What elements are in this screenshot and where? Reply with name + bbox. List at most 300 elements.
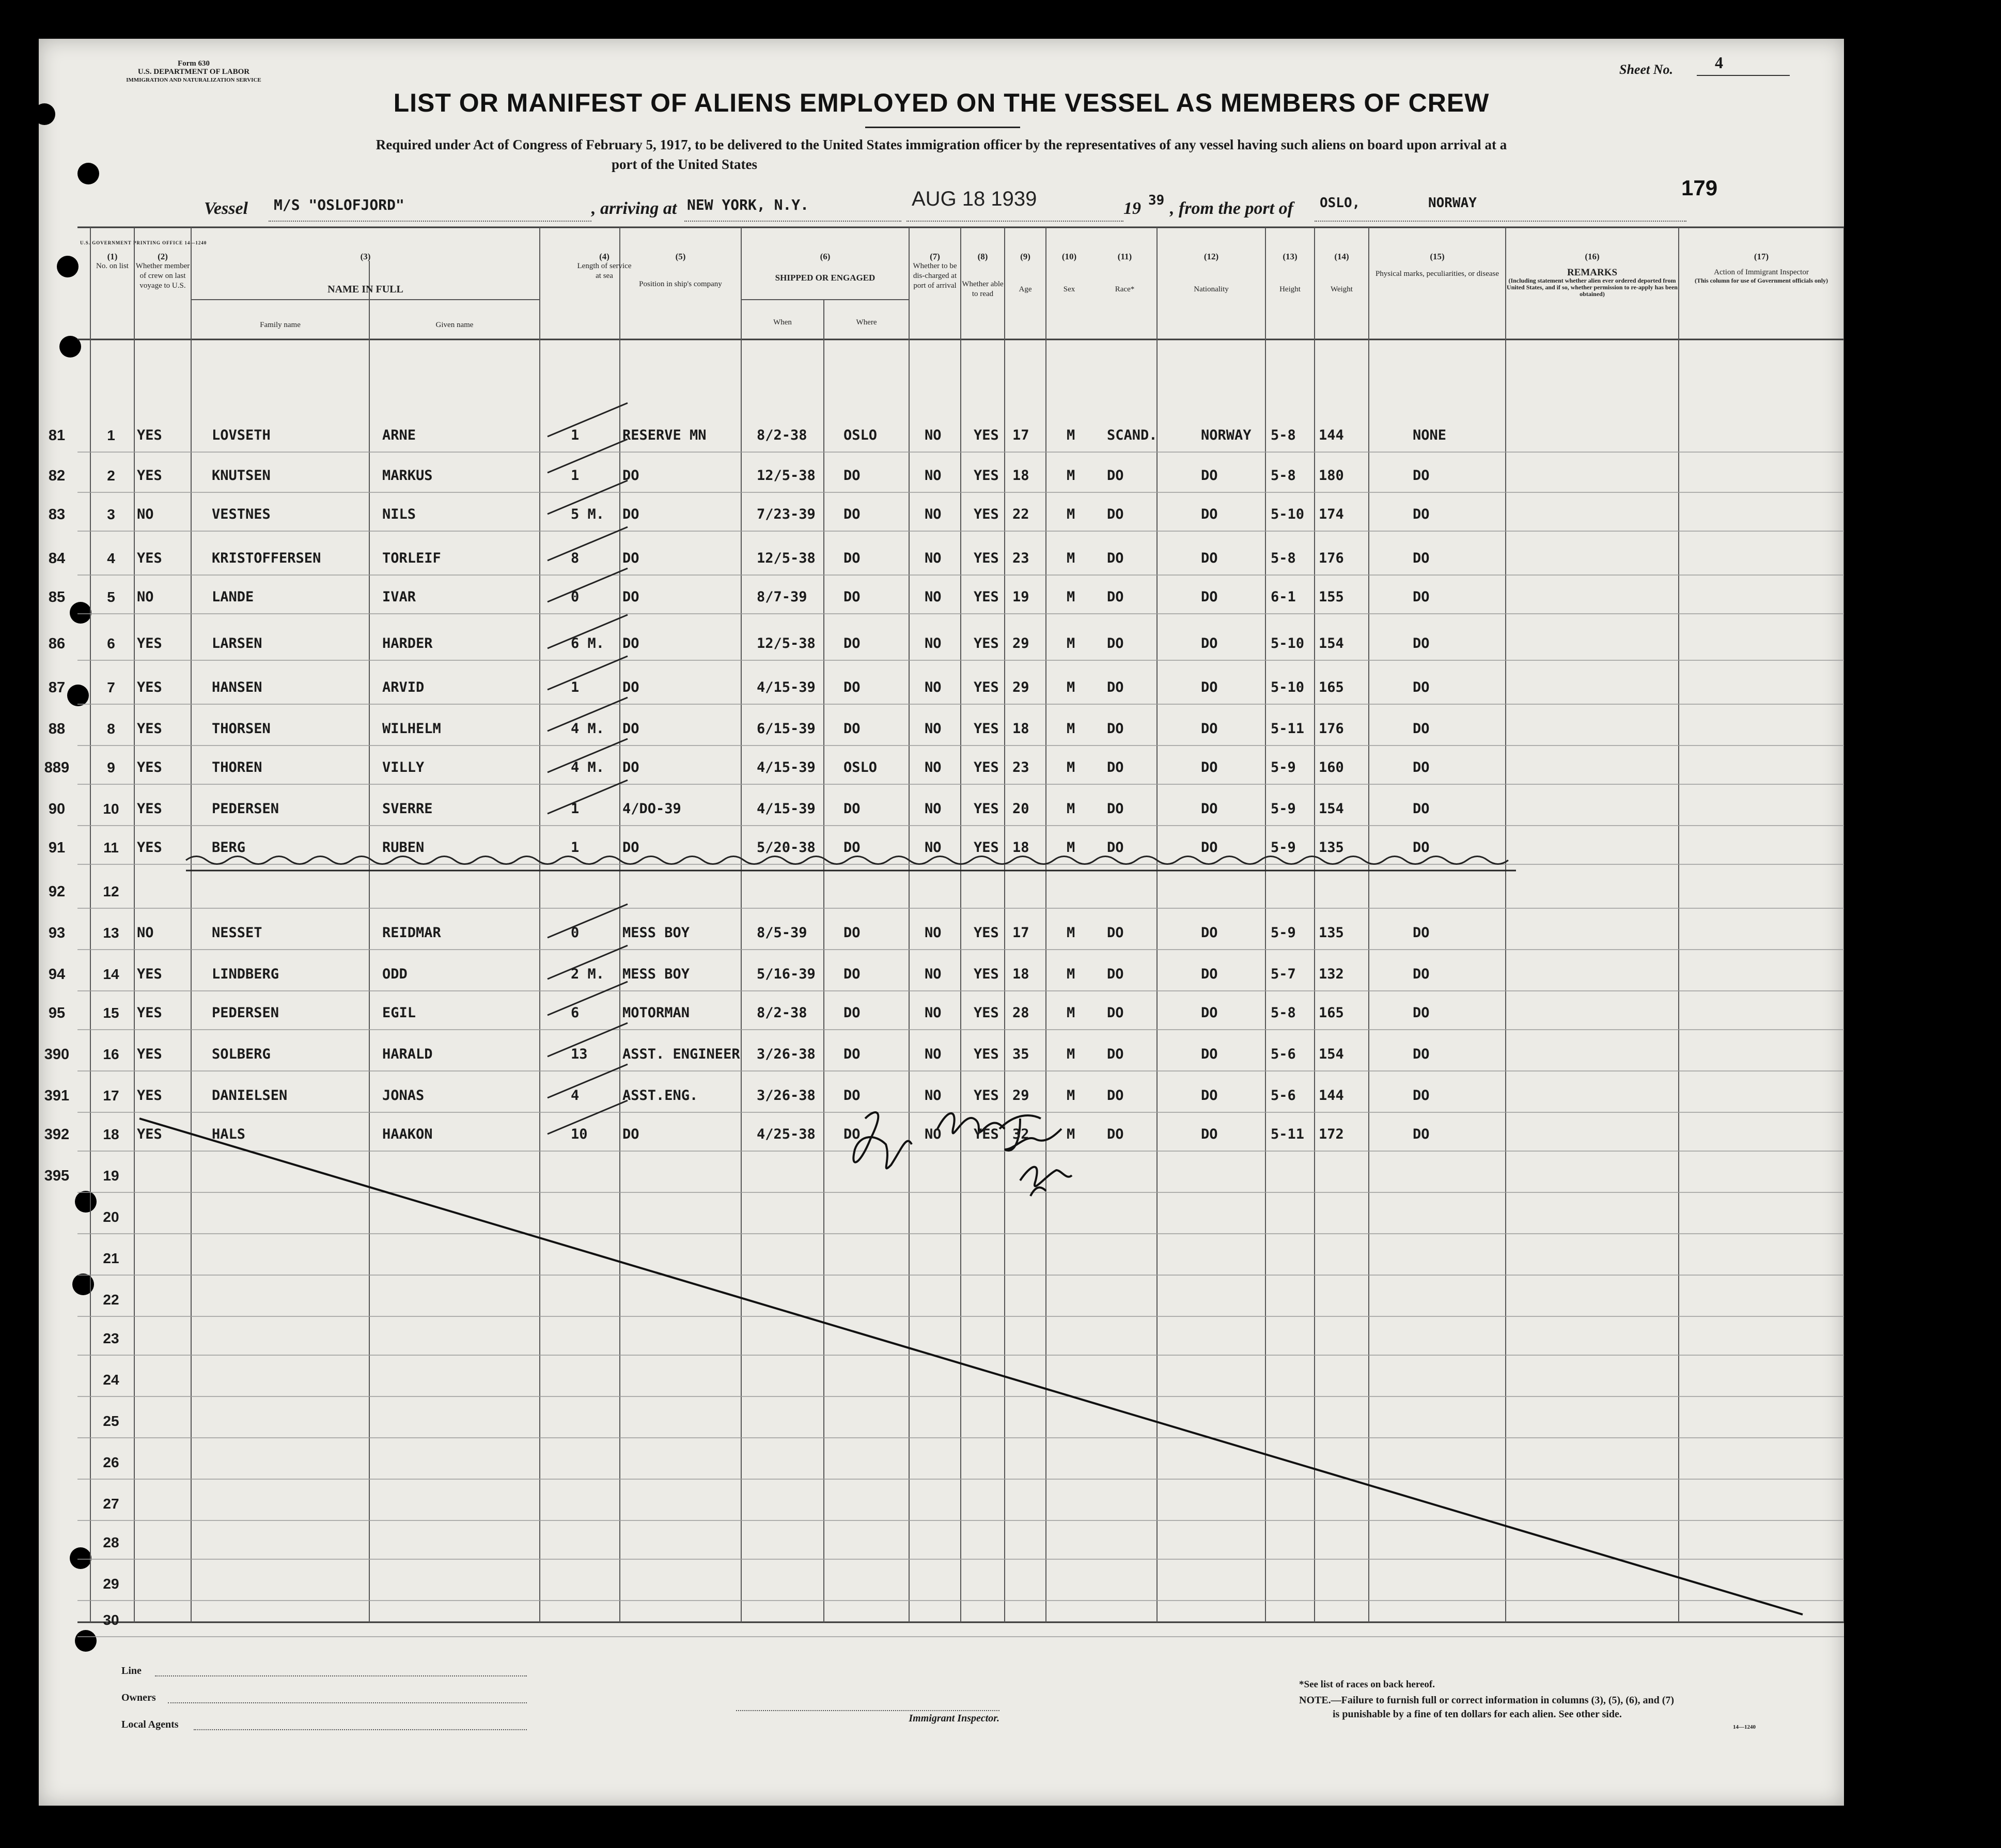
cell-prev-voyage: NO <box>137 925 154 941</box>
row-list-number: 2 <box>107 468 115 484</box>
row-list-number: 21 <box>103 1250 119 1266</box>
row-side-number: 87 <box>48 679 66 696</box>
col-header-where: Where <box>856 318 877 327</box>
cell-position: DO <box>622 635 639 651</box>
cell-age: 29 <box>1012 679 1029 695</box>
cell-weight: 135 <box>1319 925 1344 941</box>
cell-given-name: WILHELM <box>382 721 441 737</box>
cell-race: SCAND. <box>1107 427 1158 443</box>
cell-position: RESERVE MN <box>622 427 707 443</box>
cell-family-name: NESSET <box>212 925 262 941</box>
cell-physical-marks: DO <box>1413 635 1430 651</box>
row-side-number: 84 <box>48 550 66 567</box>
cell-sex: M <box>1067 840 1075 856</box>
footnote-fine-2: is punishable by a fine of ten dollars for each alien. See other side. <box>1333 1709 1622 1720</box>
row-list-number: 11 <box>103 840 119 856</box>
cell-given-name: TORLEIF <box>382 550 441 566</box>
cell-given-name: REIDMAR <box>382 925 441 941</box>
cell-weight: 165 <box>1319 1005 1344 1021</box>
row-side-number: 395 <box>44 1168 70 1184</box>
cell-position: DO <box>622 679 639 695</box>
arriving-port: NEW YORK, N.Y. <box>687 196 809 213</box>
cell-weight: 144 <box>1319 1088 1344 1104</box>
cell-shipped-where: DO <box>843 1005 861 1021</box>
cell-sex: M <box>1067 1046 1075 1062</box>
cell-discharged: NO <box>925 427 942 443</box>
cell-prev-voyage: YES <box>137 635 162 651</box>
cell-given-name: ARVID <box>382 679 425 695</box>
footer-line-field[interactable] <box>155 1675 527 1676</box>
col-header-13: (13) Height <box>1279 252 1301 293</box>
cell-service-length: 2 M. <box>571 966 605 982</box>
cell-age: 18 <box>1012 721 1029 737</box>
cell-discharged: NO <box>925 801 942 817</box>
department: U.S. DEPARTMENT OF LABOR <box>137 68 250 76</box>
sheet-number: 4 <box>1715 53 1723 72</box>
footer-agents-field[interactable] <box>194 1729 527 1730</box>
vessel-name: M/S "OSLOFJORD" <box>274 196 404 213</box>
cell-height: 5-8 <box>1271 427 1296 443</box>
cell-sex: M <box>1067 635 1075 651</box>
cell-weight: 165 <box>1319 679 1344 695</box>
printing-office: U.S. GOVERNMENT PRINTING OFFICE 14—1240 <box>80 240 207 245</box>
row-list-number: 16 <box>103 1046 119 1062</box>
cell-height: 5-9 <box>1271 801 1296 817</box>
row-list-number: 15 <box>103 1005 119 1021</box>
cell-height: 5-8 <box>1271 468 1296 484</box>
cell-discharged: NO <box>925 925 942 941</box>
cell-physical-marks: DO <box>1413 589 1430 605</box>
cell-weight: 160 <box>1319 759 1344 775</box>
cell-physical-marks: DO <box>1413 1126 1430 1142</box>
row-side-number: 391 <box>44 1088 70 1104</box>
cell-weight: 176 <box>1319 721 1344 737</box>
cell-nationality: DO <box>1201 679 1218 695</box>
cell-height: 5-10 <box>1271 635 1305 651</box>
row-list-number: 20 <box>103 1209 119 1225</box>
cell-service-length: 0 <box>571 925 580 941</box>
cell-height: 5-6 <box>1271 1046 1296 1062</box>
cell-given-name: RUBEN <box>382 840 425 856</box>
row-side-number: 392 <box>44 1126 70 1143</box>
cell-race: DO <box>1107 966 1124 982</box>
row-list-number: 7 <box>107 679 115 695</box>
year-prefix: 19 <box>1123 199 1141 218</box>
cell-service-length: 1 <box>571 840 580 856</box>
cell-able-to-read: YES <box>974 966 999 982</box>
cell-shipped-when: 4/15-39 <box>757 759 816 775</box>
cell-shipped-where: OSLO <box>843 427 878 443</box>
cell-age: 18 <box>1012 966 1029 982</box>
cell-sex: M <box>1067 1005 1075 1021</box>
cell-service-length: 4 <box>571 1088 580 1104</box>
cell-sex: M <box>1067 550 1075 566</box>
wavy-strike-line <box>186 857 1508 864</box>
row-side-number: 83 <box>48 506 66 523</box>
cell-discharged: NO <box>925 966 942 982</box>
row-side-number: 81 <box>48 427 66 444</box>
cell-physical-marks: DO <box>1413 679 1430 695</box>
cell-physical-marks: DO <box>1413 721 1430 737</box>
cell-shipped-where: DO <box>843 966 861 982</box>
cell-given-name: SVERRE <box>382 801 433 817</box>
cell-physical-marks: DO <box>1413 925 1430 941</box>
cell-shipped-where: DO <box>843 589 861 605</box>
cell-weight: 180 <box>1319 468 1344 484</box>
cell-nationality: NORWAY <box>1201 427 1252 443</box>
row-side-number: 95 <box>48 1005 66 1021</box>
cell-shipped-when: 6/15-39 <box>757 721 816 737</box>
cell-weight: 176 <box>1319 550 1344 566</box>
cell-shipped-when: 12/5-38 <box>757 635 816 651</box>
from-port-label: , from the port of <box>1170 199 1293 218</box>
cell-physical-marks: DO <box>1413 506 1430 522</box>
cell-shipped-where: DO <box>843 506 861 522</box>
cell-weight: 144 <box>1319 427 1344 443</box>
cell-age: 17 <box>1012 925 1029 941</box>
form-number: Form 630 <box>177 59 210 68</box>
subtitle-line2: port of the United States <box>612 157 757 172</box>
cell-discharged: NO <box>925 721 942 737</box>
cell-shipped-where: DO <box>843 721 861 737</box>
cell-height: 5-7 <box>1271 966 1296 982</box>
cell-discharged: NO <box>925 589 942 605</box>
col-header-9: (9) Age <box>1019 252 1032 293</box>
row-list-number: 17 <box>103 1088 119 1104</box>
cell-nationality: DO <box>1201 550 1218 566</box>
cell-discharged: NO <box>925 1046 942 1062</box>
cell-race: DO <box>1107 1046 1124 1062</box>
cell-able-to-read: YES <box>974 1126 999 1142</box>
footnote-races: *See list of races on back hereof. <box>1299 1679 1435 1690</box>
col-header-15: (15) Physical marks, peculiarities, or disease <box>1375 252 1499 278</box>
cell-discharged: NO <box>925 1005 942 1021</box>
col-header-4: (4) Length of service at sea <box>577 252 632 280</box>
cell-physical-marks: NONE <box>1413 427 1447 443</box>
cell-age: 29 <box>1012 1088 1029 1104</box>
cell-service-length: 1 <box>571 801 580 817</box>
cell-physical-marks: DO <box>1413 1088 1430 1104</box>
vessel-label: Vessel <box>204 199 248 218</box>
cell-service-length: 6 M. <box>571 635 605 651</box>
cell-service-length: 4 M. <box>571 759 605 775</box>
row-side-number: 91 <box>48 840 66 856</box>
col-header-1: (1) No. on list <box>96 252 129 270</box>
cell-discharged: NO <box>925 468 942 484</box>
cell-given-name: HAAKON <box>382 1126 433 1142</box>
cell-prev-voyage: YES <box>137 1088 162 1104</box>
cell-able-to-read: YES <box>974 1088 999 1104</box>
cell-shipped-when: 8/5-39 <box>757 925 807 941</box>
cell-able-to-read: YES <box>974 1046 999 1062</box>
cell-given-name: HARDER <box>382 635 433 651</box>
cell-family-name: HALS <box>212 1126 246 1142</box>
row-list-number: 28 <box>103 1534 119 1550</box>
cell-age: 18 <box>1012 840 1029 856</box>
cell-able-to-read: YES <box>974 550 999 566</box>
row-side-number: 86 <box>48 635 66 652</box>
cell-weight: 154 <box>1319 801 1344 817</box>
cell-sex: M <box>1067 925 1075 941</box>
year: 39 <box>1148 193 1165 208</box>
cell-discharged: NO <box>925 550 942 566</box>
row-side-number: 92 <box>48 883 66 900</box>
cell-race: DO <box>1107 506 1124 522</box>
cell-position: MESS BOY <box>622 966 690 982</box>
cell-service-length: 5 M. <box>571 506 605 522</box>
cell-position: MESS BOY <box>622 925 690 941</box>
cell-family-name: LINDBERG <box>212 966 279 982</box>
col-header-8: (8) Whether able to read <box>962 252 1004 298</box>
cell-age: 19 <box>1012 589 1029 605</box>
cell-family-name: KRISTOFFERSEN <box>212 550 321 566</box>
row-list-number: 30 <box>103 1612 119 1628</box>
cell-height: 5-11 <box>1271 721 1305 737</box>
cell-nationality: DO <box>1201 759 1218 775</box>
cell-sex: M <box>1067 1088 1075 1104</box>
cell-shipped-when: 4/15-39 <box>757 801 816 817</box>
cell-race: DO <box>1107 840 1124 856</box>
cell-physical-marks: DO <box>1413 801 1430 817</box>
cell-service-length: 13 <box>571 1046 588 1062</box>
cell-shipped-when: 8/7-39 <box>757 589 807 605</box>
cell-family-name: HANSEN <box>212 679 262 695</box>
row-list-number: 6 <box>107 635 115 651</box>
row-list-number: 27 <box>103 1496 119 1512</box>
cell-sex: M <box>1067 468 1075 484</box>
cell-weight: 172 <box>1319 1126 1344 1142</box>
col-header-6: (6) SHIPPED OR ENGAGED <box>775 252 876 283</box>
cell-shipped-when: 3/26-38 <box>757 1088 816 1104</box>
cell-position: MOTORMAN <box>622 1005 690 1021</box>
cell-sex: M <box>1067 721 1075 737</box>
cell-height: 5-11 <box>1271 1126 1305 1142</box>
cell-height: 5-9 <box>1271 925 1296 941</box>
cell-discharged: NO <box>925 759 942 775</box>
cell-physical-marks: DO <box>1413 468 1430 484</box>
cell-shipped-where: DO <box>843 468 861 484</box>
cell-able-to-read: YES <box>974 721 999 737</box>
col-header-16: (16) REMARKS (Including statement whether alien ever ordered deported from United States, and if so, whether permission to re-apply has been obtained) <box>1507 252 1678 298</box>
cell-service-length: 4 M. <box>571 721 605 737</box>
cell-able-to-read: YES <box>974 840 999 856</box>
row-side-number: 94 <box>48 966 66 983</box>
cell-family-name: THOREN <box>212 759 262 775</box>
row-list-number: 12 <box>103 883 119 899</box>
cell-prev-voyage: YES <box>137 427 162 443</box>
cell-able-to-read: YES <box>974 635 999 651</box>
cell-prev-voyage: YES <box>137 1046 162 1062</box>
col-header-family-name: Family name <box>260 321 301 329</box>
cell-shipped-when: 4/25-38 <box>757 1126 816 1142</box>
cell-family-name: THORSEN <box>212 721 271 737</box>
cell-able-to-read: YES <box>974 468 999 484</box>
cell-shipped-when: 7/23-39 <box>757 506 816 522</box>
row-list-number: 8 <box>107 721 115 737</box>
cell-prev-voyage: NO <box>137 506 154 522</box>
cell-height: 5-9 <box>1271 840 1296 856</box>
row-side-number: 85 <box>48 589 66 605</box>
cell-nationality: DO <box>1201 468 1218 484</box>
cell-shipped-where: OSLO <box>843 759 878 775</box>
cell-weight: 154 <box>1319 635 1344 651</box>
cell-prev-voyage: YES <box>137 966 162 982</box>
cell-able-to-read: YES <box>974 1005 999 1021</box>
cell-position: DO <box>622 589 639 605</box>
cell-able-to-read: YES <box>974 589 999 605</box>
cell-race: DO <box>1107 1005 1124 1021</box>
row-side-number: 889 <box>44 759 70 776</box>
row-list-number: 22 <box>103 1292 119 1308</box>
row-list-number: 24 <box>103 1372 119 1388</box>
row-list-number: 29 <box>103 1576 119 1592</box>
row-list-number: 23 <box>103 1330 119 1346</box>
cell-sex: M <box>1067 427 1075 443</box>
cell-height: 6-1 <box>1271 589 1296 605</box>
cell-position: DO <box>622 721 639 737</box>
cell-nationality: DO <box>1201 589 1218 605</box>
inspector-label: Immigrant Inspector. <box>909 1713 999 1724</box>
cell-able-to-read: YES <box>974 427 999 443</box>
cell-race: DO <box>1107 801 1124 817</box>
cell-physical-marks: DO <box>1413 759 1430 775</box>
footer-owners-label: Owners <box>121 1692 156 1703</box>
table-grid <box>39 39 1844 1806</box>
cell-able-to-read: YES <box>974 801 999 817</box>
cell-age: 35 <box>1012 1046 1029 1062</box>
cell-given-name: HARALD <box>382 1046 433 1062</box>
row-list-number: 25 <box>103 1413 119 1429</box>
col-header-12: (12) Nationality <box>1194 252 1229 293</box>
cell-nationality: DO <box>1201 801 1218 817</box>
cell-weight: 135 <box>1319 840 1344 856</box>
cell-race: DO <box>1107 1126 1124 1142</box>
cell-shipped-where: DO <box>843 925 861 941</box>
cell-family-name: BERG <box>212 840 246 856</box>
cell-prev-voyage: YES <box>137 468 162 484</box>
cell-position: DO <box>622 759 639 775</box>
cell-nationality: DO <box>1201 966 1218 982</box>
cell-able-to-read: YES <box>974 759 999 775</box>
cell-race: DO <box>1107 1088 1124 1104</box>
cell-shipped-when: 5/16-39 <box>757 966 816 982</box>
cell-shipped-when: 8/2-38 <box>757 427 807 443</box>
cell-able-to-read: YES <box>974 506 999 522</box>
cell-position: DO <box>622 506 639 522</box>
cell-physical-marks: DO <box>1413 550 1430 566</box>
cell-position: DO <box>622 468 639 484</box>
col-header-3: (3) NAME IN FULL <box>327 252 403 295</box>
col-header-11: (11) Race* <box>1115 252 1135 293</box>
cell-race: DO <box>1107 635 1124 651</box>
page-title: LIST OR MANIFEST OF ALIENS EMPLOYED ON THE VESSEL AS MEMBERS OF CREW <box>393 88 1490 117</box>
col-header-10: (10) Sex <box>1061 252 1077 293</box>
cell-discharged: NO <box>925 679 942 695</box>
cell-height: 5-6 <box>1271 1088 1296 1104</box>
cell-shipped-where: DO <box>843 679 861 695</box>
cell-shipped-where: DO <box>843 801 861 817</box>
cell-shipped-where: DO <box>843 635 861 651</box>
cell-shipped-when: 4/15-39 <box>757 679 816 695</box>
footer-line-label: Line <box>121 1665 142 1676</box>
manifest-sheet <box>39 39 1844 1806</box>
cell-discharged: NO <box>925 506 942 522</box>
cell-position: DO <box>622 840 639 856</box>
row-list-number: 1 <box>107 427 115 443</box>
cell-service-length: 1 <box>571 427 580 443</box>
row-list-number: 19 <box>103 1168 119 1184</box>
cell-discharged: NO <box>925 840 942 856</box>
cell-age: 28 <box>1012 1005 1029 1021</box>
row-list-number: 18 <box>103 1126 119 1142</box>
cell-discharged: NO <box>925 635 942 651</box>
cell-shipped-when: 12/5-38 <box>757 550 816 566</box>
cell-able-to-read: YES <box>974 679 999 695</box>
sheet-label: Sheet No. <box>1619 62 1673 77</box>
cell-height: 5-8 <box>1271 550 1296 566</box>
cell-sex: M <box>1067 801 1075 817</box>
subtitle-line1: Required under Act of Congress of February 5, 1917, to be delivered to the United States immigration officer by the representatives of any vessel having such aliens on board upon arrival at a <box>376 137 1507 152</box>
cell-service-length: 1 <box>571 679 580 695</box>
cell-shipped-when: 12/5-38 <box>757 468 816 484</box>
cell-shipped-when: 3/26-38 <box>757 1046 816 1062</box>
from-country: NORWAY <box>1428 195 1477 211</box>
cell-shipped-when: 5/20-38 <box>757 840 816 856</box>
cell-shipped-where: DO <box>843 1126 861 1142</box>
cell-age: 32 <box>1012 1126 1029 1142</box>
cell-given-name: ODD <box>382 966 408 982</box>
cell-race: DO <box>1107 468 1124 484</box>
cell-race: DO <box>1107 721 1124 737</box>
cell-prev-voyage: YES <box>137 721 162 737</box>
cell-shipped-where: DO <box>843 840 861 856</box>
cell-sex: M <box>1067 506 1075 522</box>
cell-weight: 132 <box>1319 966 1344 982</box>
cell-prev-voyage: YES <box>137 679 162 695</box>
cell-position: DO <box>622 1126 639 1142</box>
cell-prev-voyage: NO <box>137 589 154 605</box>
row-list-number: 14 <box>103 966 119 982</box>
col-header-when: When <box>773 318 792 327</box>
cell-position: ASST.ENG. <box>622 1088 698 1104</box>
cell-race: DO <box>1107 550 1124 566</box>
footer-code: 14—1240 <box>1733 1724 1756 1730</box>
cell-sex: M <box>1067 966 1075 982</box>
cell-physical-marks: DO <box>1413 840 1430 856</box>
cell-nationality: DO <box>1201 1046 1218 1062</box>
inspector-signature-field[interactable] <box>736 1710 999 1711</box>
col-header-17: (17) Action of Immigrant Inspector (This column for use of Government officials only) <box>1694 252 1828 284</box>
cell-position: DO <box>622 550 639 566</box>
cell-height: 5-9 <box>1271 759 1296 775</box>
cell-age: 23 <box>1012 550 1029 566</box>
cell-family-name: VESTNES <box>212 506 271 522</box>
cell-sex: M <box>1067 589 1075 605</box>
footer-owners-field[interactable] <box>168 1702 527 1703</box>
row-list-number: 5 <box>107 589 115 605</box>
cell-family-name: DANIELSEN <box>212 1088 288 1104</box>
cell-family-name: LANDE <box>212 589 254 605</box>
col-header-7: (7) Whether to be dis-charged at port of arrival <box>913 252 957 290</box>
cell-weight: 154 <box>1319 1046 1344 1062</box>
cell-weight: 174 <box>1319 506 1344 522</box>
cell-age: 18 <box>1012 468 1029 484</box>
cell-given-name: MARKUS <box>382 468 433 484</box>
inspector-signature <box>853 1112 1072 1196</box>
cell-race: DO <box>1107 925 1124 941</box>
cell-shipped-where: DO <box>843 550 861 566</box>
cell-nationality: DO <box>1201 1005 1218 1021</box>
